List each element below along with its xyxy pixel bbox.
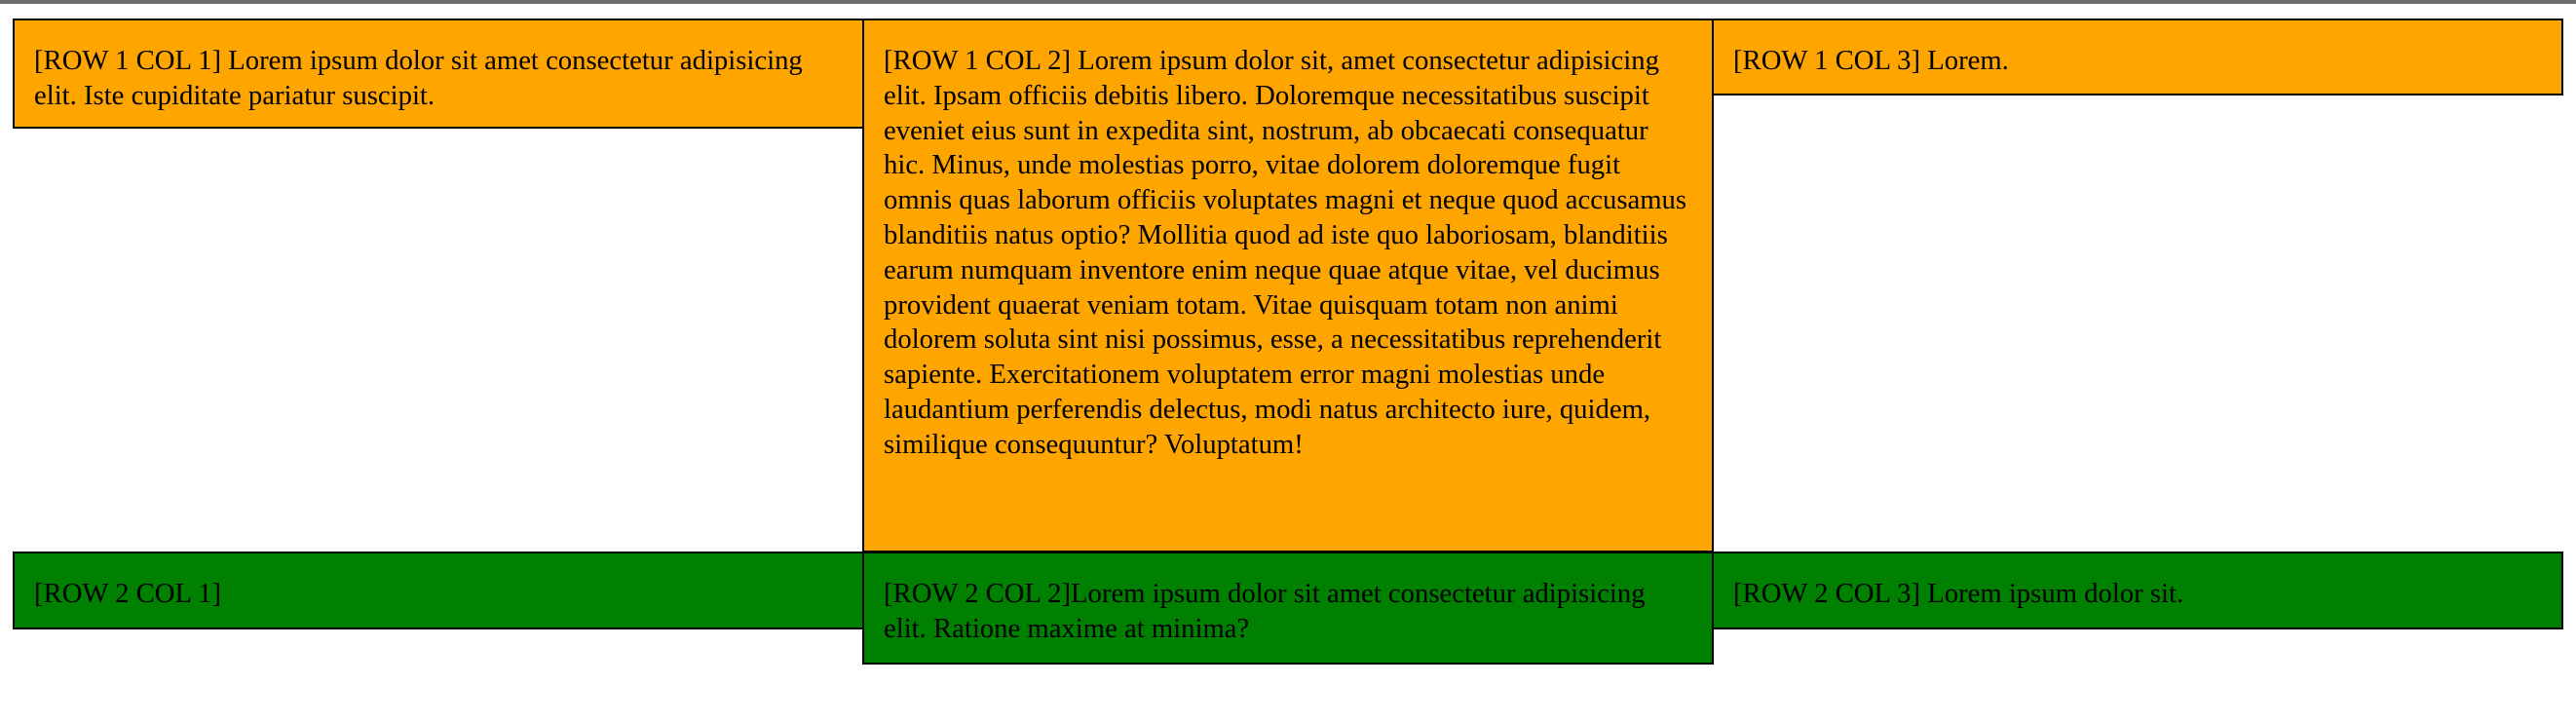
grid-cell-row2-col2: [ROW 2 COL 2]Lorem ipsum dolor sit amet consectetur adipisicing elit. Ratione maxime at minima? (862, 552, 1714, 665)
top-border (0, 0, 2576, 4)
grid-cell-row1-col1: [ROW 1 COL 1] Lorem ipsum dolor sit amet consectetur adipisicing elit. Iste cupiditate pariatur suscipit. (13, 19, 864, 129)
grid-cell-row1-col3: [ROW 1 COL 3] Lorem. (1712, 19, 2563, 95)
grid-cell-row2-col3: [ROW 2 COL 3] Lorem ipsum dolor sit. (1712, 552, 2563, 629)
grid-cell-row1-col2: [ROW 1 COL 2] Lorem ipsum dolor sit, amet consectetur adipisicing elit. Ipsam officiis debitis libero. Doloremque necessitatibus suscipit eveniet eius sunt in expedita sint, nostrum, ab obcaecati consequatur hic. Minus, unde molestias porro, vitae dolorem doloremque fugit omnis quas laborum officiis voluptates magni et neque quod accusamus blanditiis natus optio? Mollitia quod ad iste quo laboriosam, blanditiis earum numquam inventore enim neque quae atque vitae, vel ducimus provident quaerat veniam totam. Vitae quisquam totam non animi dolorem soluta sint nisi possimus, esse, a necessitatibus reprehenderit sapiente. Exercitationem voluptatem error magni molestias unde laudantium perferendis delectus, modi natus architecto iure, quidem, similique consequuntur? Voluptatum! (862, 19, 1714, 552)
grid-cell-row2-col1: [ROW 2 COL 1] (13, 552, 864, 629)
